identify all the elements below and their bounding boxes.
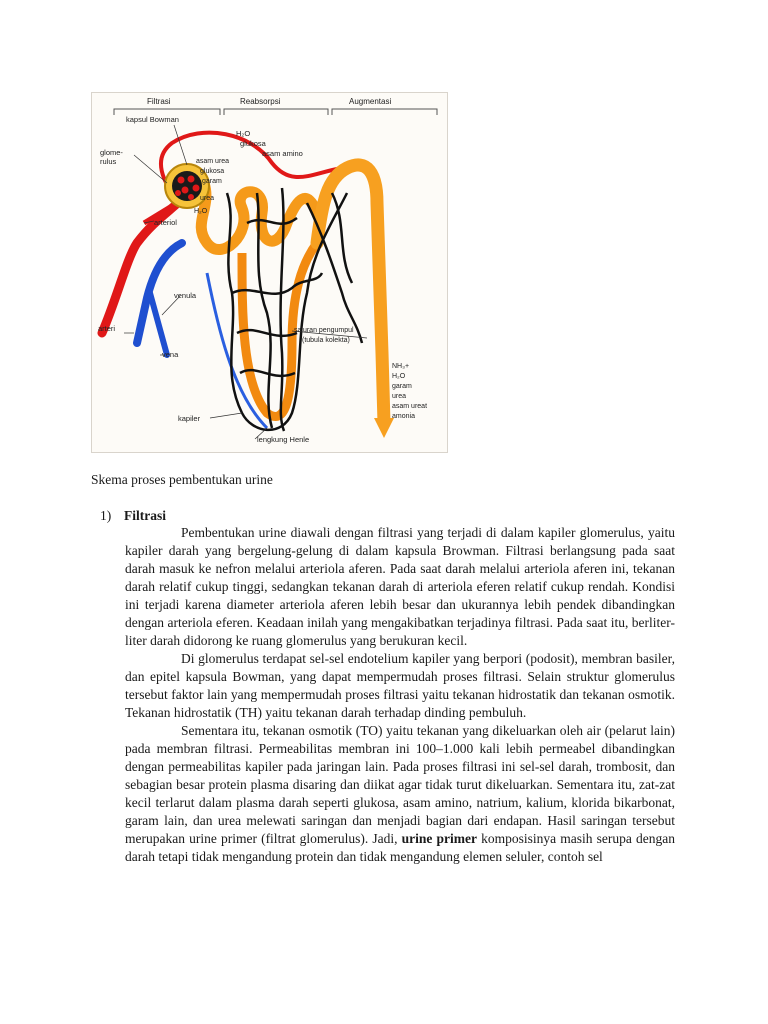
section-body — [125, 524, 675, 866]
paragraph-3-text-b: komposisinya masih serupa dengan darah tetapi tidak mengandung protein dan tidak mengandung elemen seluler, contoh sel — [125, 831, 675, 864]
label-glukosa: glukosa — [240, 139, 266, 148]
section-filtrasi — [100, 507, 675, 866]
label-output-3: garam — [392, 383, 412, 390]
label-tubula-kolekta: (tubula kolekta) — [302, 337, 350, 344]
section-heading — [100, 507, 675, 524]
collecting-duct — [317, 165, 384, 423]
header-reabsorpsi: Reabsorpsi — [240, 97, 281, 106]
label-kapsul-bowman: kapsul Bowman — [126, 115, 179, 124]
label-arteri: arteri — [98, 324, 116, 333]
label-glomerulus-2: rulus — [100, 157, 117, 166]
label-output-6: amonia — [392, 413, 415, 420]
header-augmentasi: Augmentasi — [349, 97, 392, 106]
term-urine-primer: urine primer — [401, 831, 478, 846]
section-number: 1) — [100, 508, 112, 523]
label-h2o-reabsorpsi: H₂O — [236, 129, 251, 138]
label-output-2: H₂O — [392, 373, 406, 380]
label-asam-amino: asam amino — [262, 149, 303, 158]
label-glomerulus-1: glome- — [100, 148, 123, 157]
label-venula: venula — [174, 291, 197, 300]
paragraph-3 — [125, 722, 675, 866]
venula-vessel — [150, 293, 167, 355]
nephron-diagram-svg — [92, 93, 447, 452]
label-arteriol: arteriol — [154, 218, 177, 227]
figure-caption: Skema proses pembentukan urine — [91, 472, 273, 487]
label-kapiler: kapiler — [178, 414, 201, 423]
label-filtrate-2: glukosa — [200, 168, 225, 175]
bracket-augmentasi — [332, 109, 437, 115]
label-saluran-pengumpul: saluran pengumpul — [294, 327, 354, 334]
label-filtrate-3: garam — [202, 178, 222, 185]
nephron-diagram — [91, 92, 448, 453]
paragraph-2: Di glomerulus terdapat sel-sel endotelium kapiler yang berpori (podosit), membran basiler, dan epitel kapsula Bowman, yang dapat mempermudah proses filtrasi. Selain struktur glomerulus tersebut faktor lain yang mempermudah proses filtrasi yaitu tekanan hidrostatik dan tekanan osmotik. Tekanan hidrostatik (TH) yaitu tekanan darah terhadap dinding pembuluh. — [125, 651, 675, 720]
bracket-reabsorpsi — [224, 109, 328, 115]
label-lengkung-henle: lengkung Henle — [257, 435, 310, 444]
paragraph-1: Pembentukan urine diawali dengan filtrasi yang terjadi di dalam kapiler glomerulus, yaitu kapiler darah yang bergelung-gelung di dalam kapsula Browman. Filtrasi berlangsung pada saat darah masuk ke nefron melalui arteriola aferen. Pada saat darah melalui arteriola aferen ini, tekanan darah relatif cukup tinggi, sedangkan tekanan darah di arteriola eferen relatif cukup rendah. Kondisi ini terjadi karena diameter arteriola aferen lebih besar dan ukurannya lebih pendek dibandingkan dengan arteriola eferen. Keadaan inilah yang mengakibatkan terjadinya filtrasi. Pada saat itu, berliter-liter darah didorong ke ruang glomerulus yang berukuran kecil. — [125, 525, 675, 648]
section-title: Filtrasi — [124, 508, 166, 523]
label-output-4: urea — [392, 393, 407, 400]
paragraph-3-text-a: Sementara itu, tekanan osmotik (TO) yaitu tekanan yang dikeluarkan oleh air (pelarut lain) pada membran filtrasi. Permeabilitas membran ini 100–1.000 kali lebih permeabel dibandingkan dengan permeabilitas kapiler pada jaringan lain. Pada proses filtrasi ini sel-sel darah, trombosit, dan sebagian besar protein plasma disaring dan diikat agar tidak turut dikeluarkan. Sementara itu, zat-zat kecil terlarut dalam plasma darah seperti glukosa, asam amino, natrium, kalium, klorida bikarbonat, garam lain, dan urea melewati saringan dan menjadi bagian dari endapan. Hasil saringan tersebut merupakan urine primer (filtrat glomerulus). Jadi, — [125, 723, 675, 846]
label-filtrate-4: urea — [200, 195, 215, 202]
label-filtrate-1: asam urea — [196, 158, 230, 165]
label-output-5: asam ureat — [392, 403, 428, 410]
header-filtrasi: Filtrasi — [147, 97, 171, 106]
label-output-1: NH₃+ — [392, 363, 410, 370]
duct-arrow — [374, 418, 394, 438]
label-filtrate-5: H₂O — [194, 208, 208, 215]
label-vena: vena — [162, 350, 179, 359]
